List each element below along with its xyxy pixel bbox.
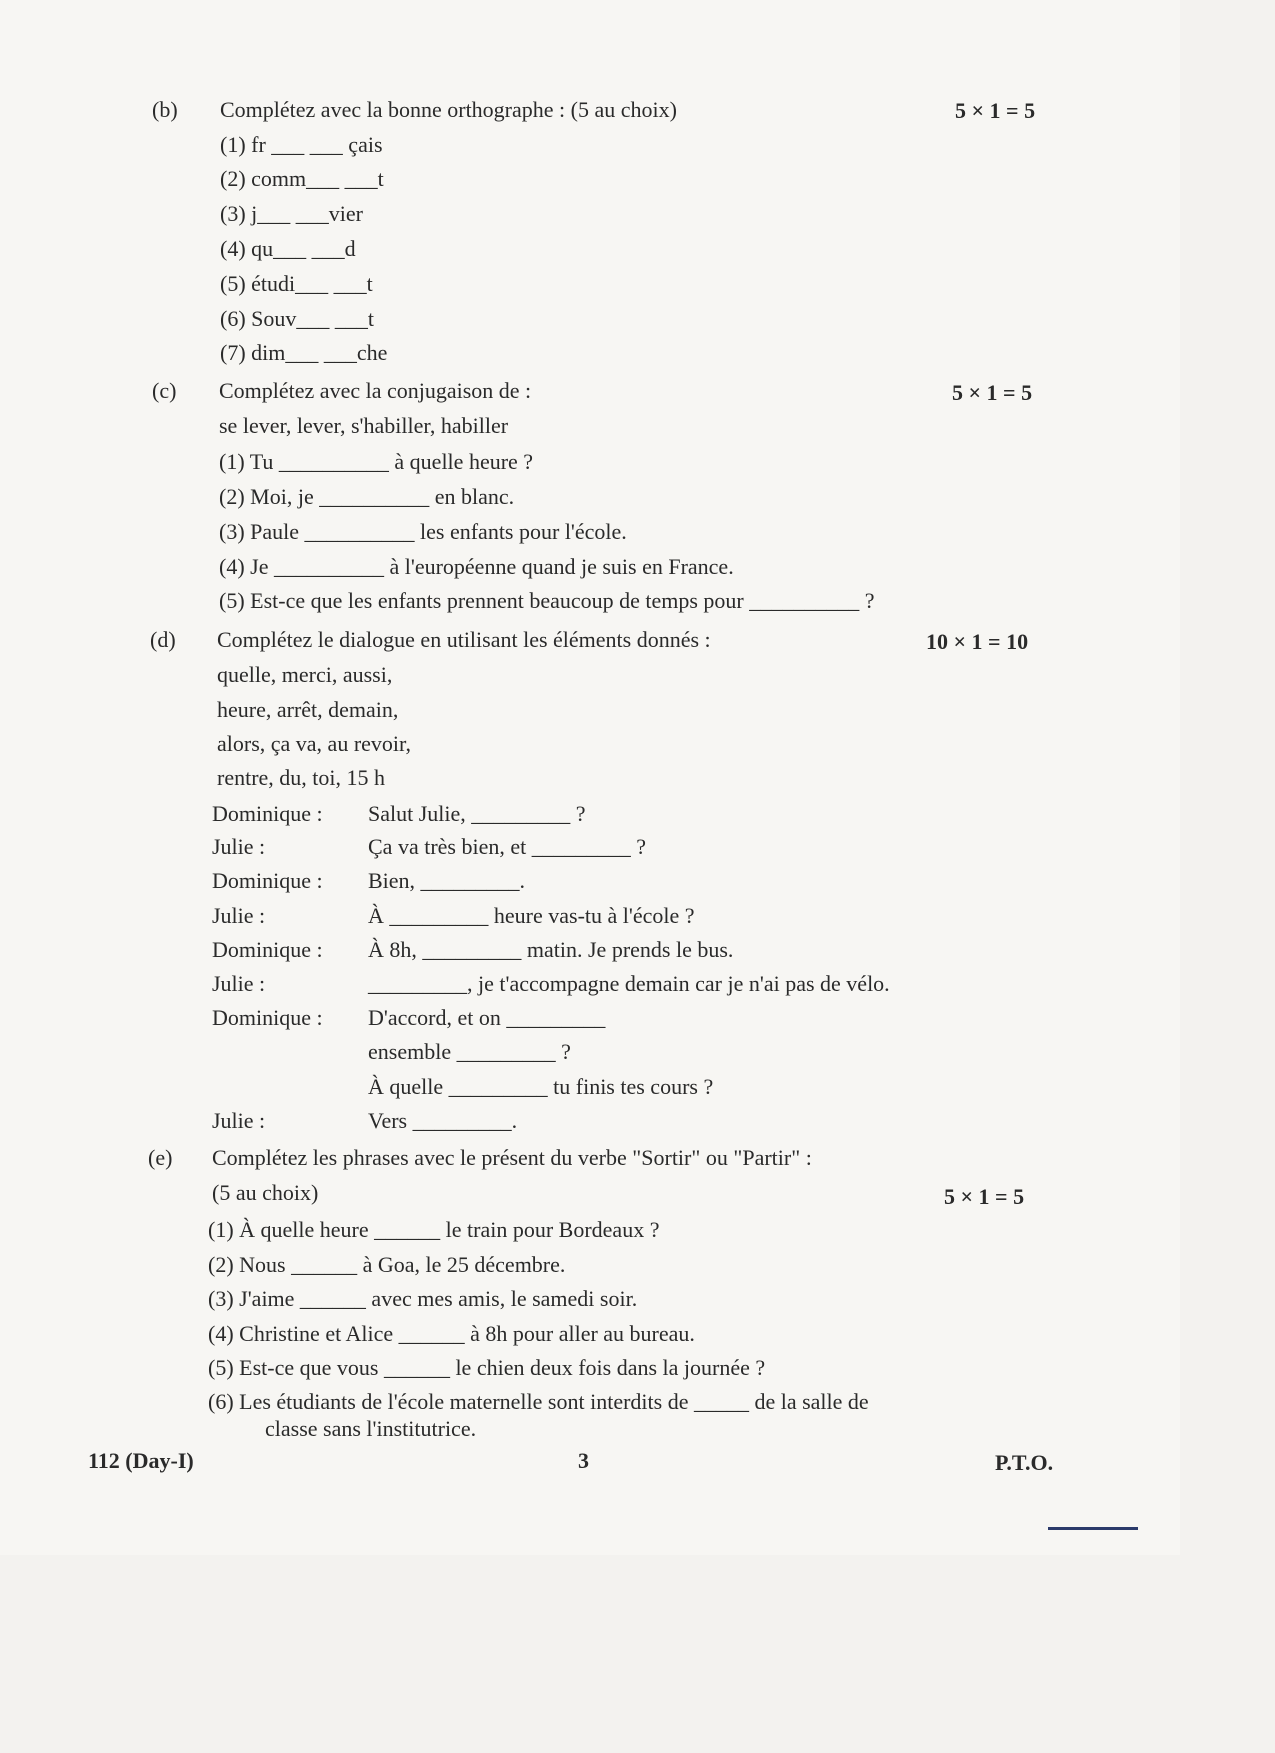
dialogue-line: Vers _________. (368, 1108, 518, 1133)
dialogue-line: À _________ heure vas-tu à l'école ? (368, 903, 695, 928)
dialogue-speaker: Dominique : (212, 937, 323, 962)
dialogue-speaker: Julie : (212, 971, 266, 996)
section-b-item: (3) j___ ___vier (220, 201, 363, 226)
section-c-item: (2) Moi, je __________ en blanc. (219, 484, 515, 509)
dialogue-speaker: Dominique : (212, 868, 323, 893)
section-d-words: heure, arrêt, demain, (217, 697, 399, 722)
section-c-item: (1) Tu __________ à quelle heure ? (219, 449, 534, 474)
section-e-item: (6) Les étudiants de l'école maternelle sont interdits de _____ de la salle de (208, 1389, 869, 1414)
section-b-item: (1) fr ___ ___ çais (220, 132, 383, 157)
section-b-item: (2) comm___ ___t (220, 166, 384, 191)
section-b-marks: 5 × 1 = 5 (955, 98, 1036, 123)
section-b-item: (4) qu___ ___d (220, 236, 356, 261)
section-c-label: (c) (152, 378, 177, 403)
section-e-item: (1) À quelle heure ______ le train pour Bordeaux ? (208, 1217, 660, 1242)
section-e-item-continuation: classe sans l'institutrice. (265, 1416, 477, 1441)
pto-label: P.T.O. (995, 1450, 1054, 1475)
dialogue-line: ensemble _________ ? (368, 1039, 571, 1064)
section-e-item: (5) Est-ce que vous ______ le chien deux fois dans la journée ? (208, 1355, 766, 1380)
dialogue-speaker: Julie : (212, 1108, 266, 1133)
section-b-item: (6) Souv___ ___t (220, 306, 374, 331)
dialogue-line: À 8h, _________ matin. Je prends le bus. (368, 937, 734, 962)
dialogue-speaker: Julie : (212, 903, 266, 928)
dialogue-line: _________, je t'accompagne demain car je n'ai pas de vélo. (368, 971, 890, 996)
section-d-words: alors, ça va, au revoir, (217, 731, 411, 756)
section-c-instruction: Complétez avec la conjugaison de : (219, 378, 532, 403)
dialogue-line: À quelle _________ tu finis tes cours ? (368, 1074, 714, 1099)
dialogue-speaker: Dominique : (212, 801, 323, 826)
section-e-instruction-choice: (5 au choix) (212, 1180, 319, 1205)
section-d-instruction: Complétez le dialogue en utilisant les éléments donnés : (217, 627, 711, 652)
dialogue-speaker: Julie : (212, 834, 266, 859)
section-d-marks: 10 × 1 = 10 (926, 629, 1029, 654)
dialogue-line: Ça va très bien, et _________ ? (368, 834, 646, 859)
section-e-item: (4) Christine et Alice ______ à 8h pour aller au bureau. (208, 1321, 695, 1346)
section-b-item: (7) dim___ ___che (220, 340, 388, 365)
dialogue-speaker: Dominique : (212, 1005, 323, 1030)
section-c-item: (5) Est-ce que les enfants prennent beaucoup de temps pour __________ ? (219, 588, 875, 613)
section-b-item: (5) étudi___ ___t (220, 271, 373, 296)
section-e-label: (e) (148, 1145, 173, 1170)
page-number: 3 (578, 1448, 589, 1473)
section-b-instruction: Complétez avec la bonne orthographe : (5 au choix) (220, 97, 677, 122)
dialogue-line: Bien, _________. (368, 868, 526, 893)
scan-mark (1048, 1527, 1138, 1530)
section-d-words: rentre, du, toi, 15 h (217, 765, 386, 790)
section-e-instruction: Complétez les phrases avec le présent du verbe "Sortir" ou "Partir" : (212, 1145, 812, 1170)
dialogue-line: Salut Julie, _________ ? (368, 801, 586, 826)
section-c-item: (4) Je __________ à l'européenne quand je suis en France. (219, 554, 734, 579)
section-b-label: (b) (152, 97, 178, 122)
section-c-marks: 5 × 1 = 5 (952, 380, 1033, 405)
section-d-label: (d) (150, 627, 176, 652)
paper-code: 112 (Day-I) (88, 1448, 194, 1473)
section-e-item: (3) J'aime ______ avec mes amis, le samedi soir. (208, 1286, 638, 1311)
section-e-marks: 5 × 1 = 5 (944, 1184, 1025, 1209)
section-d-words: quelle, merci, aussi, (217, 662, 393, 687)
section-c-item: (3) Paule __________ les enfants pour l'école. (219, 519, 627, 544)
section-c-verbs: se lever, lever, s'habiller, habiller (219, 413, 509, 438)
dialogue-line: D'accord, et on _________ (368, 1005, 606, 1030)
section-e-item: (2) Nous ______ à Goa, le 25 décembre. (208, 1252, 566, 1277)
